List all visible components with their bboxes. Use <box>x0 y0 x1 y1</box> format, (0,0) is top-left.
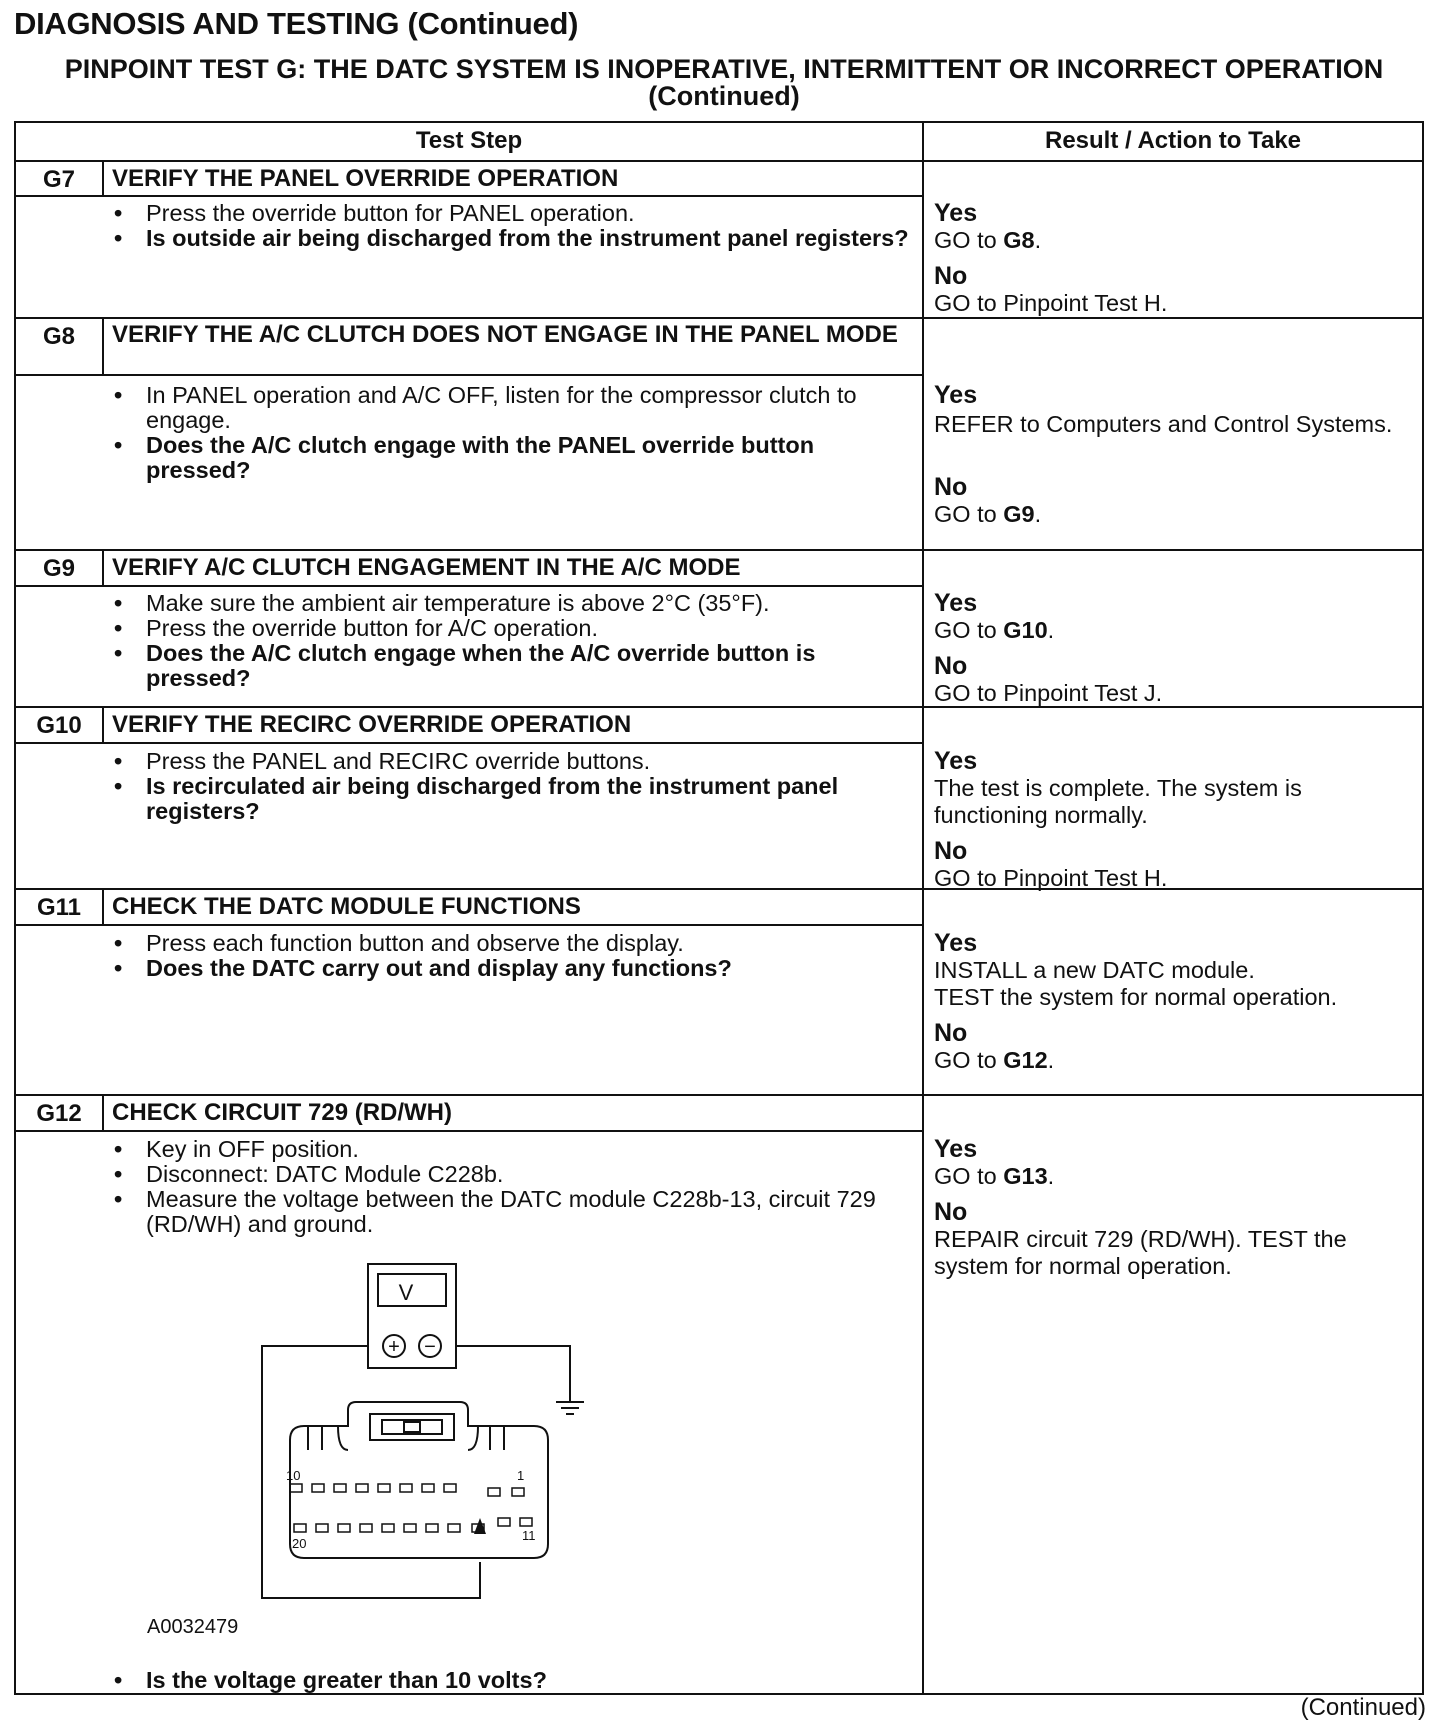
no-action: GO to Pinpoint Test H. <box>934 290 1168 316</box>
pin-row-bottom <box>294 1518 532 1532</box>
instruction: • Press each function button and observe the display. <box>106 931 916 956</box>
step-result <box>934 1135 1414 1280</box>
pin-label-20: 20 <box>292 1536 307 1551</box>
step-result <box>934 199 1414 317</box>
header-result-action: Result / Action to Take <box>1044 127 1302 154</box>
step-question: • Is recirculated air being discharged from the instrument panel registers? <box>106 774 916 824</box>
step-id: G9 <box>42 555 75 582</box>
step-question: • Does the A/C clutch engage when the A/C override button is pressed? <box>106 641 916 691</box>
minus-sign: − <box>424 1336 436 1358</box>
yes-action: REFER to Computers and Control Systems. <box>934 411 1393 437</box>
no-action: GO to G12. <box>934 1047 1055 1073</box>
step-result <box>934 589 1414 707</box>
no-label: No <box>934 1198 968 1226</box>
no-action: GO to G9. <box>934 501 1042 527</box>
yes-action: INSTALL a new DATC module. <box>934 957 1255 983</box>
step-title: CHECK THE DATC MODULE FUNCTIONS <box>112 893 581 920</box>
step-id: G12 <box>36 1100 82 1127</box>
step-question-list <box>106 1668 916 1693</box>
pin-label-10: 10 <box>286 1468 301 1483</box>
step-question: • Is outside air being discharged from the instrument panel registers? <box>106 226 916 251</box>
yes-label: Yes <box>934 589 978 617</box>
yes-label: Yes <box>934 1135 978 1163</box>
yes-action: The test is complete. The system is functioning normally. <box>934 775 1302 828</box>
goto-step-link[interactable]: G9 <box>1003 501 1035 527</box>
step-question: • Does the A/C clutch engage with the PANEL override button pressed? <box>106 433 916 483</box>
step-title: VERIFY THE PANEL OVERRIDE OPERATION <box>112 165 619 192</box>
yes-label: Yes <box>934 381 978 409</box>
pinpoint-test-continued: (Continued) <box>648 81 800 111</box>
step-title: VERIFY A/C CLUTCH ENGAGEMENT IN THE A/C MODE <box>112 554 741 581</box>
step-instructions <box>106 1137 916 1237</box>
goto-step-link[interactable]: G10 <box>1003 617 1048 643</box>
goto-step-link[interactable]: G13 <box>1003 1163 1048 1189</box>
figure-id: A0032479 <box>147 1616 239 1638</box>
pinpoint-test-heading <box>14 56 1434 110</box>
step-title: CHECK CIRCUIT 729 (RD/WH) <box>112 1099 453 1126</box>
no-action: REPAIR circuit 729 (RD/WH). TEST the system for normal operation. <box>934 1226 1347 1279</box>
pin-row-top <box>290 1484 524 1496</box>
ground-lead <box>456 1346 570 1402</box>
no-action: GO to Pinpoint Test J. <box>934 680 1163 706</box>
step-question: • Does the DATC carry out and display any functions? <box>106 956 916 981</box>
step-id: G10 <box>36 712 82 739</box>
step-instructions <box>106 591 916 691</box>
pin-label-1: 1 <box>517 1468 525 1483</box>
pinpoint-test-table <box>14 121 1424 1695</box>
step-id: G8 <box>42 323 75 350</box>
voltmeter-connector-diagram <box>230 1262 650 1642</box>
yes-action: GO to G8. <box>934 227 1042 253</box>
column-divider <box>922 123 924 1693</box>
instruction: • Press the override button for PANEL operation. <box>106 201 916 226</box>
yes-action: GO to G10. <box>934 617 1055 643</box>
no-label: No <box>934 1019 968 1047</box>
step-title: VERIFY THE RECIRC OVERRIDE OPERATION <box>112 711 632 738</box>
step-instructions <box>106 201 916 251</box>
step-instructions <box>106 931 916 981</box>
instruction: • Press the PANEL and RECIRC override buttons. <box>106 749 916 774</box>
instruction: • Press the override button for A/C operation. <box>106 616 916 641</box>
voltmeter-label: V <box>398 1280 414 1305</box>
step-result <box>934 747 1414 892</box>
yes-label: Yes <box>934 199 978 227</box>
instruction: • Make sure the ambient air temperature is above 2°C (35°F). <box>106 591 916 616</box>
step-instructions <box>106 383 916 483</box>
step-id: G7 <box>42 166 75 193</box>
no-action: GO to Pinpoint Test H. <box>934 865 1168 891</box>
no-label: No <box>934 262 968 290</box>
instruction: • Key in OFF position. <box>106 1137 916 1162</box>
page-title: DIAGNOSIS AND TESTING (Continued) <box>14 6 579 41</box>
step-id: G11 <box>36 894 82 921</box>
no-label: No <box>934 837 968 865</box>
yes-action-2: TEST the system for normal operation. <box>934 984 1338 1010</box>
plus-sign: + <box>388 1336 400 1358</box>
yes-label: Yes <box>934 929 978 957</box>
step-result <box>934 381 1414 528</box>
pin-label-11: 11 <box>522 1528 536 1543</box>
pinpoint-test-title: PINPOINT TEST G: THE DATC SYSTEM IS INOPERATIVE, INTERMITTENT OR INCORRECT OPERATION <box>64 54 1384 84</box>
header-divider <box>16 160 1422 162</box>
step-result <box>934 929 1414 1074</box>
instruction: • In PANEL operation and A/C OFF, listen for the compressor clutch to engage. <box>106 383 916 433</box>
yes-label: Yes <box>934 747 978 775</box>
no-label: No <box>934 652 968 680</box>
instruction: • Measure the voltage between the DATC module C228b-13, circuit 729 (RD/WH) and ground. <box>106 1187 916 1237</box>
no-label: No <box>934 473 968 501</box>
header-test-step: Test Step <box>415 127 523 154</box>
continued-footer: (Continued) <box>1300 1694 1426 1721</box>
instruction: • Disconnect: DATC Module C228b. <box>106 1162 916 1187</box>
goto-step-link[interactable]: G8 <box>1003 227 1035 253</box>
goto-step-link[interactable]: G12 <box>1003 1047 1048 1073</box>
step-title: VERIFY THE A/C CLUTCH DOES NOT ENGAGE IN THE PANEL MODE <box>112 321 898 348</box>
yes-action: GO to G13. <box>934 1163 1055 1189</box>
step-instructions <box>106 749 916 824</box>
step-question: • Is the voltage greater than 10 volts? <box>106 1668 916 1693</box>
